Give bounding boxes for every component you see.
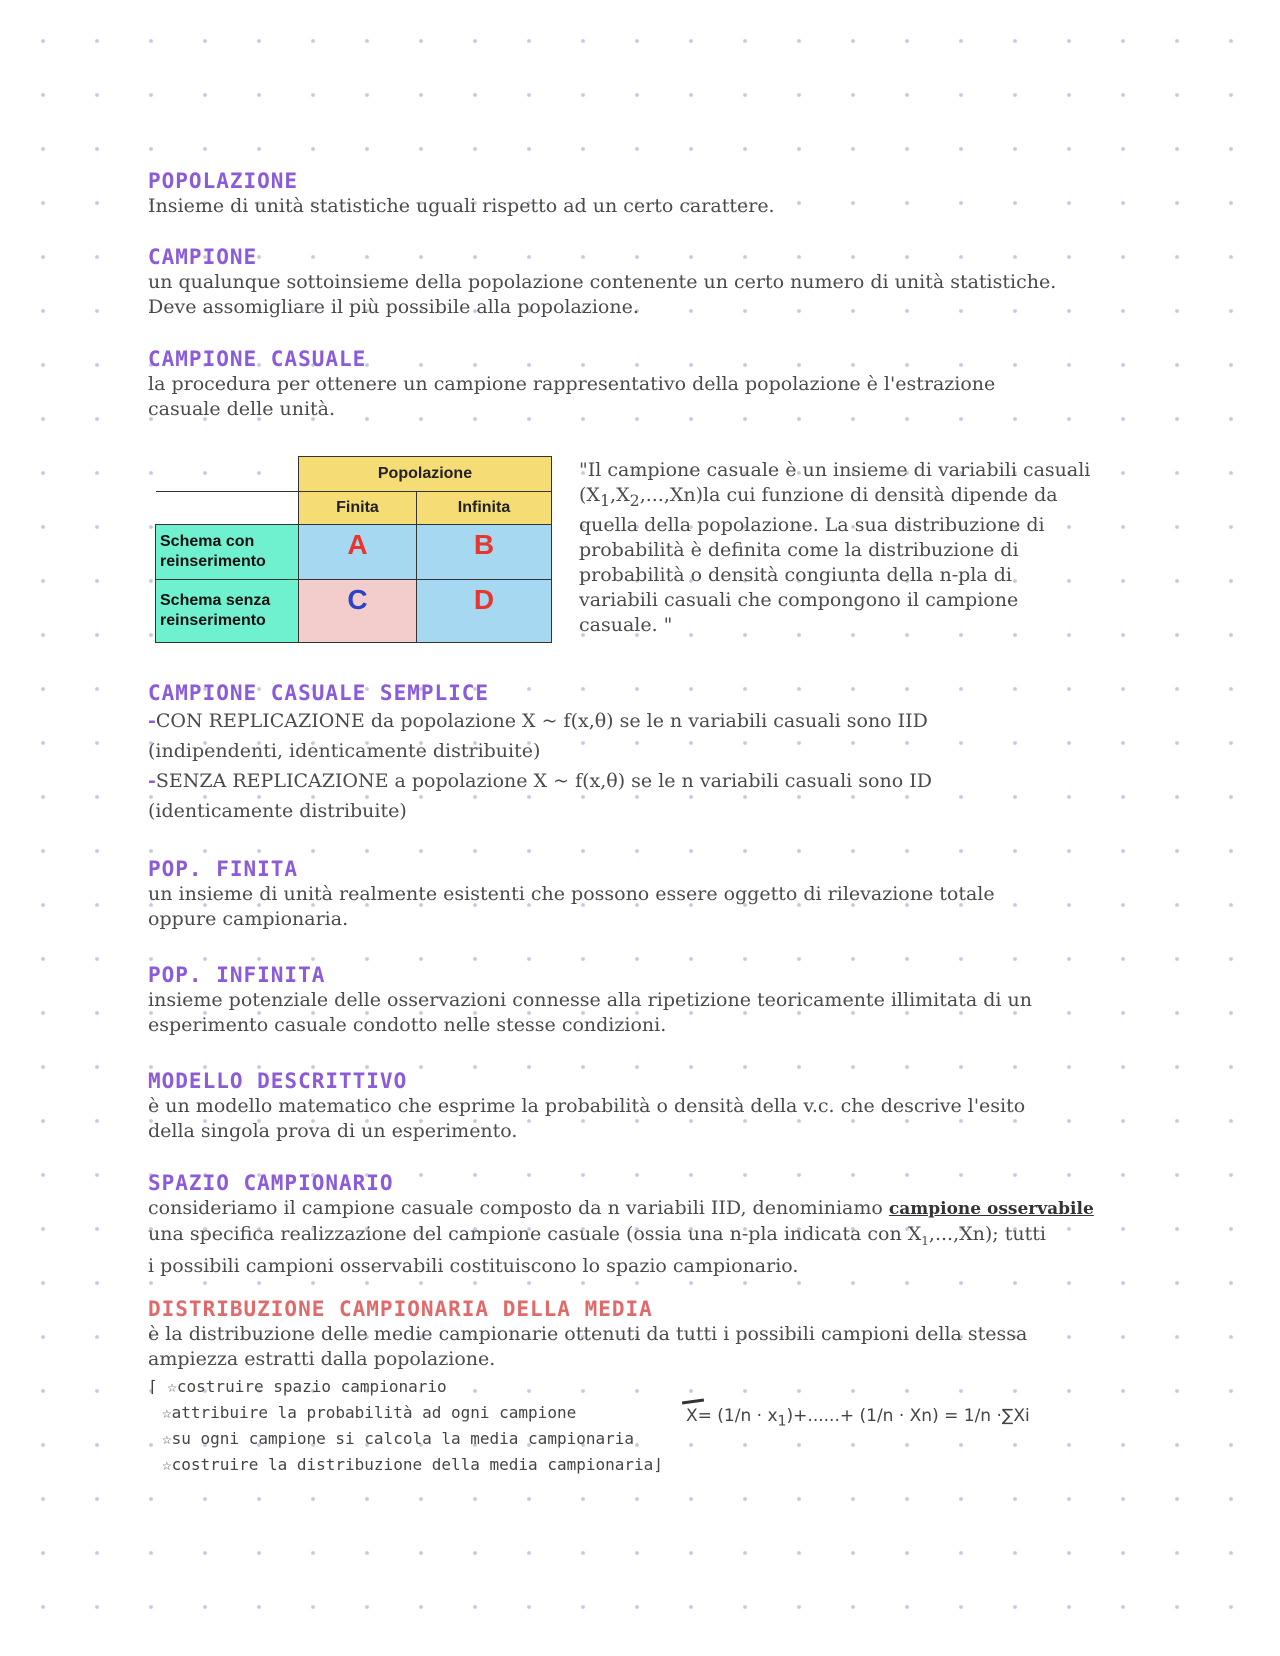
text-pop-infinita-1: insieme potenziale delle osservazioni connesse alla ripetizione teoricamente illimitata di un <box>148 989 1032 1011</box>
quote-line: casuale. " <box>579 613 673 636</box>
table-cell-b: B <box>417 525 552 580</box>
text-distribuzione-1: è la distribuzione delle medie campionarie ottenuti da tutti i possibili campioni della stessa <box>148 1323 1028 1345</box>
table-cell-c: C <box>299 580 417 643</box>
table-row-con-reinserimento: Schema con reinserimento <box>156 525 299 580</box>
table-corner-2 <box>156 492 299 525</box>
section-distribuzione-campionaria <box>148 1296 1128 1478</box>
section-modello-descrittivo <box>148 1068 1128 1144</box>
table-cell-a: A <box>299 525 417 580</box>
table-header-popolazione: Popolazione <box>299 457 552 492</box>
heading-pop-infinita: POP. INFINITA <box>148 963 326 987</box>
step-3: ☆su ogni campione si calcola la media campionaria <box>162 1429 635 1448</box>
section-campione-casuale-semplice <box>148 680 1128 826</box>
text-pop-finita-1: un insieme di unità realmente esistenti che possono essere oggetto di rilevazione totale <box>148 883 995 905</box>
text-campione-casuale-2: casuale delle unità. <box>148 398 336 420</box>
formula-part-a: X= (1/n · x <box>686 1406 778 1426</box>
section-spazio-campionario <box>148 1170 1128 1279</box>
text-spazio-2: una specifica realizzazione del campione casuale (ossia una n-pla indicata con $X_1,...,Xn$); tutti <box>148 1223 1046 1248</box>
table-col-infinita: Infinita <box>417 492 552 525</box>
schema-table <box>155 456 552 643</box>
table-cell-d: D <box>417 580 552 643</box>
text-campione-1: un qualunque sottoinsieme della popolazione contenente un certo numero di unità statistiche. <box>148 271 1057 293</box>
heading-modello-descrittivo: MODELLO DESCRITTIVO <box>148 1069 408 1093</box>
step-2: ☆attribuire la probabilità ad ogni campione <box>162 1403 577 1422</box>
section-pop-finita <box>148 856 1128 932</box>
heading-popolazione: POPOLAZIONE <box>148 169 299 193</box>
formula-media-campionaria <box>686 1406 1030 1429</box>
text-spazio-3: i possibili campioni osservabili costituiscono lo spazio campionario. <box>148 1254 799 1277</box>
text-campione-casuale-1: la procedura per ottenere un campione rappresentativo della popolazione è l'estrazione <box>148 373 996 395</box>
quote-line: quella della popolazione. La sua distribuzione di <box>579 513 1045 536</box>
quote-line: probabilità o densità congiunta della n-pla di <box>579 563 1012 586</box>
table-row-senza-reinserimento: Schema senza reinserimento <box>156 580 299 643</box>
text-modello-1: è un modello matematico che esprime la probabilità o densità della v.c. che descrive l'esito <box>148 1095 1026 1117</box>
heading-campione-casuale-semplice: CAMPIONE CASUALE SEMPLICE <box>148 681 490 705</box>
text-popolazione: Insieme di unità statistiche uguali rispetto ad un certo carattere. <box>148 195 775 217</box>
table-corner <box>156 457 299 492</box>
text-pop-infinita-2: esperimento casuale condotto nelle stesse condizioni. <box>148 1014 667 1036</box>
table-col-finita: Finita <box>299 492 417 525</box>
quote-line: variabili casuali che compongono il campione <box>579 588 1019 611</box>
section-campione-casuale <box>148 346 1128 422</box>
formula-part-b: )+......+ (1/n · Xn) = 1/n ·∑Xi <box>786 1406 1030 1426</box>
quote-campione-casuale <box>579 458 1119 638</box>
heading-campione: CAMPIONE <box>148 245 258 269</box>
text-con-replicazione-2: (indipendenti, identicamente distribuite) <box>148 740 541 762</box>
text-campione-2: Deve assomigliare il più possibile alla popolazione. <box>148 296 639 318</box>
text-senza-replicazione-2: (identicamente distribuite) <box>148 800 407 822</box>
heading-pop-finita: POP. FINITA <box>148 857 299 881</box>
step-4: ☆costruire la distribuzione della media campionaria⌋ <box>162 1455 663 1474</box>
quote-line: probabilità è definita come la distribuzione di <box>579 538 1019 561</box>
formula-sub: 1 <box>777 1413 787 1430</box>
section-popolazione <box>148 168 1128 219</box>
quote-line: "Il campione casuale è un insieme di variabili casuali <box>579 459 1091 481</box>
section-campione <box>148 244 1128 320</box>
text-pop-finita-2: oppure campionaria. <box>148 908 349 930</box>
text-spazio-1: consideriamo il campione casuale composto da n variabili IID, denominiamo campione osservabile <box>148 1197 1094 1219</box>
term-campione-osservabile: campione osservabile <box>888 1199 1094 1219</box>
heading-spazio-campionario: SPAZIO CAMPIONARIO <box>148 1171 394 1195</box>
text-con-replicazione: -CON REPLICAZIONE da popolazione X ~ f(x,θ) se le n variabili casuali sono IID <box>148 710 928 732</box>
heading-campione-casuale: CAMPIONE CASUALE <box>148 347 367 371</box>
step-1: ⌈ ☆costruire spazio campionario <box>148 1377 447 1396</box>
text-senza-replicazione: -SENZA REPLICAZIONE a popolazione X ~ f(x,θ) se le n variabili casuali sono ID <box>148 770 932 792</box>
text-modello-2: della singola prova di un esperimento. <box>148 1120 518 1142</box>
heading-distribuzione-campionaria: DISTRIBUZIONE CAMPIONARIA DELLA MEDIA <box>148 1297 653 1321</box>
text-distribuzione-2: ampiezza estratti dalla popolazione. <box>148 1348 496 1370</box>
section-pop-infinita <box>148 962 1128 1038</box>
quote-line: $(X_1,X_2,...,Xn)la$ cui funzione di densità dipende da <box>579 484 1058 510</box>
